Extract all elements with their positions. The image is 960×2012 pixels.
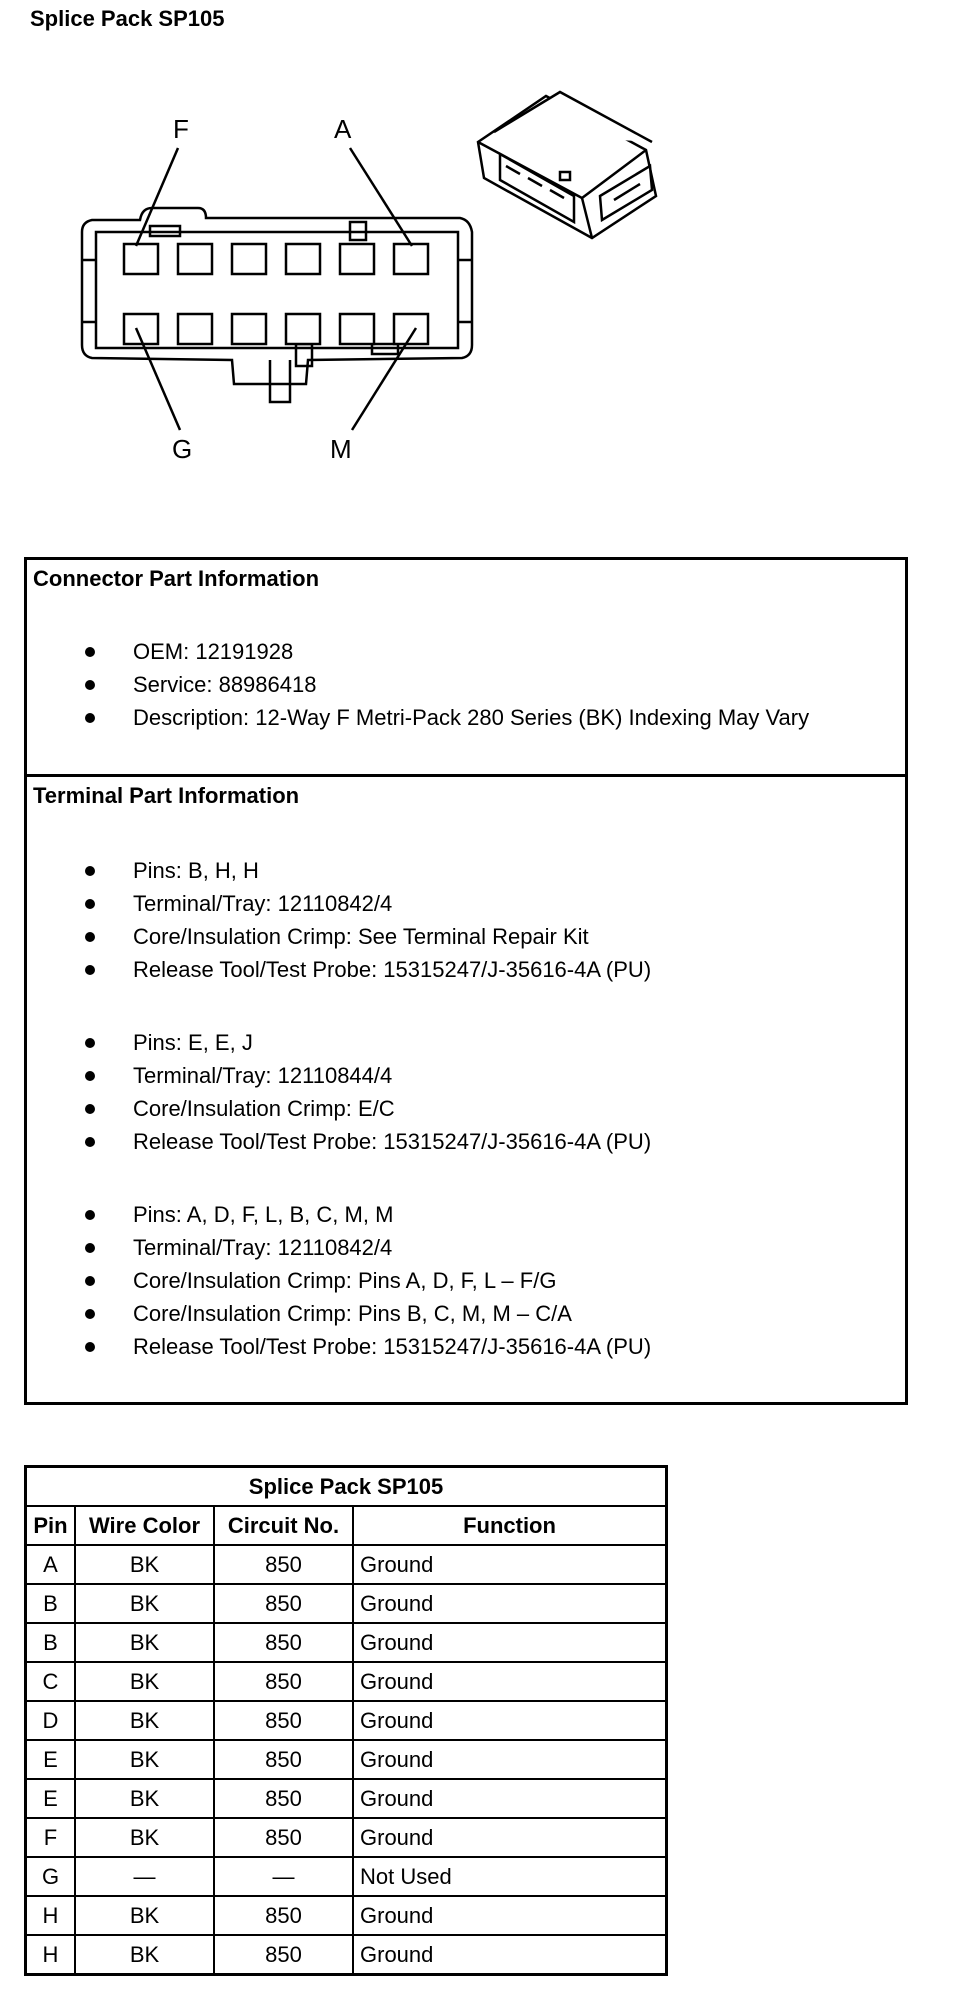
function-cell: Ground xyxy=(353,1740,667,1779)
pin-cell: E xyxy=(26,1779,76,1818)
connector-part-info-heading: Connector Part Information xyxy=(33,566,320,591)
function-cell: Ground xyxy=(353,1662,667,1701)
part-information-box xyxy=(24,557,908,1405)
callout-a: A xyxy=(334,114,352,144)
pin-cell: A xyxy=(26,1545,76,1584)
connector-diagram xyxy=(0,0,960,520)
bullet-icon xyxy=(85,1104,95,1114)
col-header-function: Function xyxy=(353,1506,667,1545)
pin-cell: B xyxy=(26,1584,76,1623)
pin-cell: F xyxy=(26,1818,76,1857)
bullet-icon xyxy=(85,1276,95,1286)
circuit-cell: 850 xyxy=(214,1896,353,1935)
wire-color-cell: BK xyxy=(75,1896,214,1935)
bullet-icon xyxy=(85,1342,95,1352)
terminal-part-info-section: Terminal Part Information Pins: B, H, H Terminal/Tray: 12110842/4 Core/Insulation Crimp: See Terminal Repair Kit Release Tool/Test Probe: 15315247/J-35616-4A (PU) Pins: E, E, J Terminal/Tray: 12110844/4 Core/Insulation Crimp: E/C Release Tool/Test Probe: 15315247/J-35616-4A (PU) Pins: A, D, F, L, B, C, M, M Terminal/Tray: 12110842/4 Core/Insulation Crimp: Pins A, D, F, L – F/G Core/Insulation Crimp: Pins B, C, M, M – C/A Release Tool/Test Probe: 15315247/J-35616-4A (PU) xyxy=(33,783,652,1359)
table-row xyxy=(26,1779,667,1818)
callout-g: G xyxy=(172,434,193,464)
pin-cell: H xyxy=(26,1896,76,1935)
function-cell: Ground xyxy=(353,1701,667,1740)
col-header-wire-color: Wire Color xyxy=(75,1506,214,1545)
bullet-icon xyxy=(85,899,95,909)
bullet-icon xyxy=(85,647,95,657)
table-row xyxy=(26,1896,667,1935)
bullet-icon xyxy=(85,866,95,876)
bullet-icon xyxy=(85,713,95,723)
table-row xyxy=(26,1740,667,1779)
table-row xyxy=(26,1623,667,1662)
bullet-icon xyxy=(85,1137,95,1147)
table-row xyxy=(26,1818,667,1857)
wire-color-cell: BK xyxy=(75,1662,214,1701)
pin-table xyxy=(24,1465,668,1976)
function-cell: Ground xyxy=(353,1623,667,1662)
circuit-cell: 850 xyxy=(214,1623,353,1662)
circuit-cell: 850 xyxy=(214,1701,353,1740)
col-header-circuit-no: Circuit No. xyxy=(214,1506,353,1545)
bullet-icon xyxy=(85,1038,95,1048)
col-header-pin: Pin xyxy=(26,1506,76,1545)
wire-color-cell: BK xyxy=(75,1584,214,1623)
pin-cell: E xyxy=(26,1740,76,1779)
function-cell: Not Used xyxy=(353,1857,667,1896)
connector-part-info-section: Connector Part Information OEM: 12191928 Service: 88986418 Description: 12-Way F Metri-Pack 280 Series (BK) Indexing May Vary xyxy=(27,560,905,777)
wire-color-cell: BK xyxy=(75,1701,214,1740)
bullet-icon xyxy=(85,680,95,690)
pin-cell: G xyxy=(26,1857,76,1896)
circuit-cell: 850 xyxy=(214,1818,353,1857)
function-cell: Ground xyxy=(353,1935,667,1975)
table-row xyxy=(26,1935,667,1975)
pin-cell: D xyxy=(26,1701,76,1740)
circuit-cell: 850 xyxy=(214,1584,353,1623)
bullet-icon xyxy=(85,1071,95,1081)
pin-cell: H xyxy=(26,1935,76,1975)
table-row xyxy=(26,1701,667,1740)
terminal-part-info-heading: Terminal Part Information xyxy=(33,783,300,808)
wire-color-cell: BK xyxy=(75,1545,214,1584)
circuit-cell: 850 xyxy=(214,1545,353,1584)
circuit-cell: — xyxy=(214,1857,353,1896)
page-title: Splice Pack SP105 xyxy=(30,6,225,31)
table-row xyxy=(26,1662,667,1701)
wire-color-cell: BK xyxy=(75,1818,214,1857)
pin-cell: B xyxy=(26,1623,76,1662)
circuit-cell: 850 xyxy=(214,1662,353,1701)
callout-m: M xyxy=(330,434,352,464)
wire-color-cell: — xyxy=(75,1857,214,1896)
function-cell: Ground xyxy=(353,1779,667,1818)
connector-isometric-view xyxy=(478,92,656,238)
terminal-cavities xyxy=(124,244,428,344)
circuit-cell: 850 xyxy=(214,1935,353,1975)
function-cell: Ground xyxy=(353,1818,667,1857)
pin-table-header-row xyxy=(26,1506,667,1545)
function-cell: Ground xyxy=(353,1545,667,1584)
wire-color-cell: BK xyxy=(75,1740,214,1779)
circuit-cell: 850 xyxy=(214,1740,353,1779)
bullet-icon xyxy=(85,1309,95,1319)
table-row xyxy=(26,1545,667,1584)
table-row xyxy=(26,1584,667,1623)
circuit-cell: 850 xyxy=(214,1779,353,1818)
bullet-icon xyxy=(85,965,95,975)
table-row xyxy=(26,1857,667,1896)
function-cell: Ground xyxy=(353,1896,667,1935)
wire-color-cell: BK xyxy=(75,1935,214,1975)
bullet-icon xyxy=(85,1210,95,1220)
bullet-icon xyxy=(85,1243,95,1253)
wire-color-cell: BK xyxy=(75,1779,214,1818)
function-cell: Ground xyxy=(353,1584,667,1623)
wire-color-cell: BK xyxy=(75,1623,214,1662)
callout-f: F xyxy=(173,114,189,144)
pin-cell: C xyxy=(26,1662,76,1701)
pin-table-title: Splice Pack SP105 xyxy=(26,1467,667,1507)
bullet-icon xyxy=(85,932,95,942)
